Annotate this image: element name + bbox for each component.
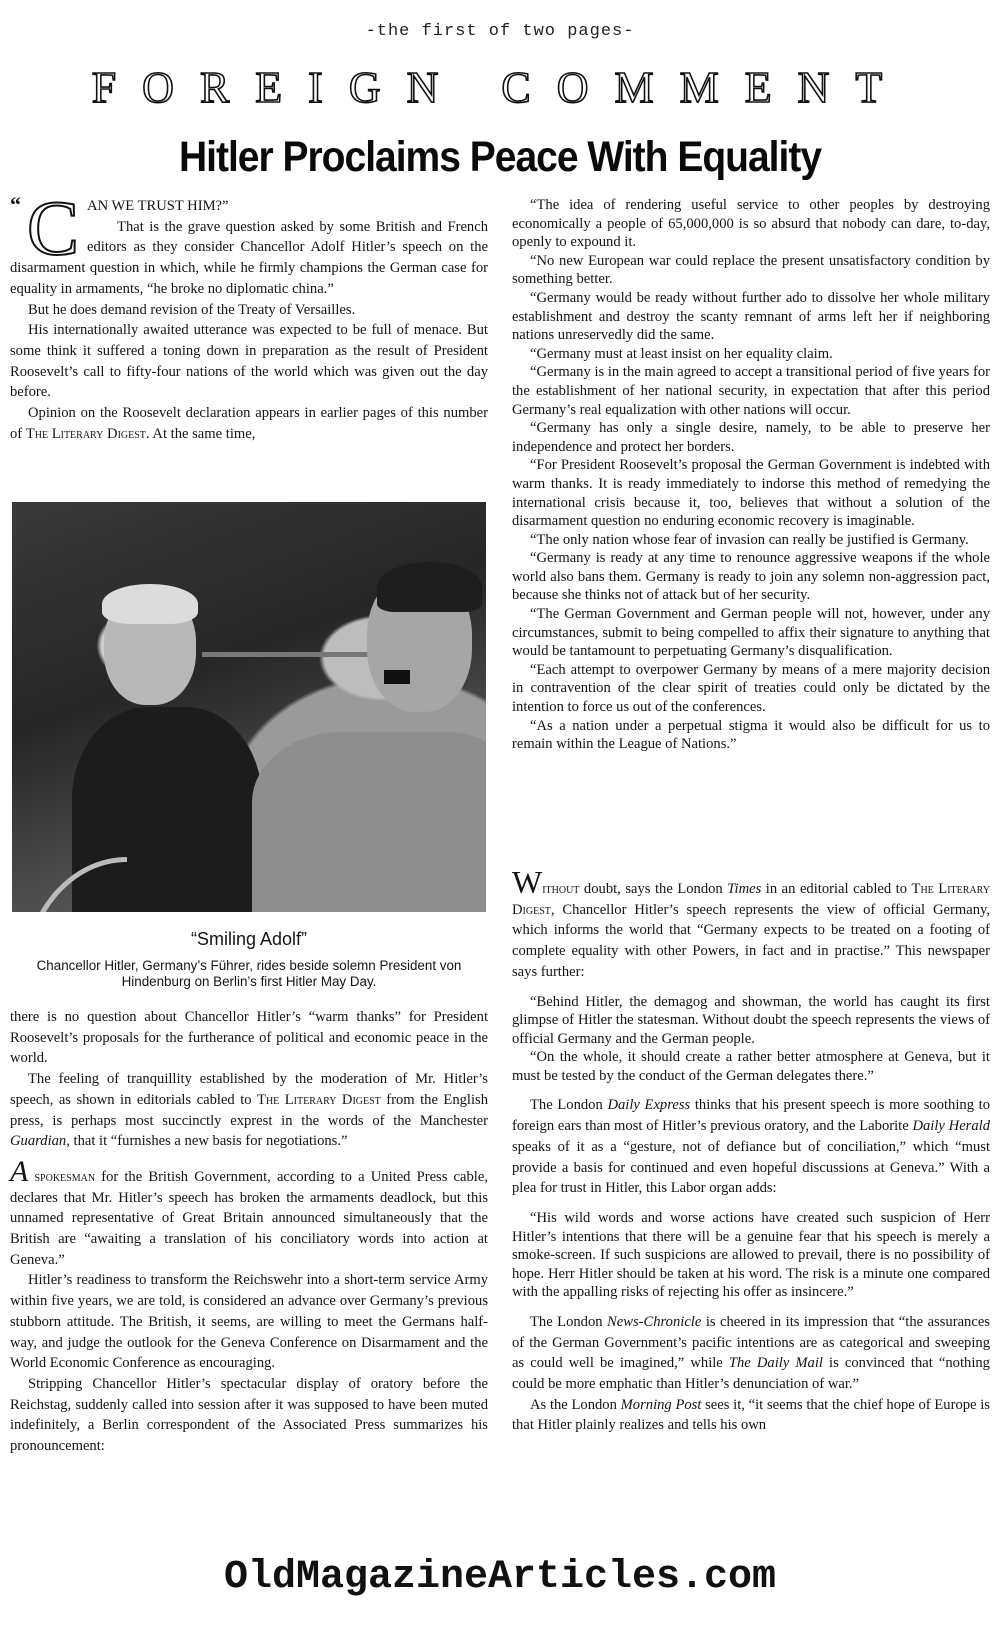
lead-caps: AN WE TRUST HIM?” [87,198,229,214]
publication-name: The Literary Digest [25,425,146,442]
hitler-mustache [384,670,410,684]
publication-name: Guardian [10,1133,67,1150]
section-title: FOREIGN COMMENT [91,63,909,112]
quote-paragraph: “As a nation under a perpetual stigma it would also be difficult for us to remain within the League of Nations.” [512,717,990,753]
quote-paragraph: “Germany must at least insist on her equality claim. [530,345,833,362]
text: for the British Government, according to a United Press cable, declares that Mr. Hitler’s speech has broken the armaments deadlock, but this unnamed representative of Great Britain announced simultaneously that the British are “awaiting a translation of his conciliatory words into action at Geneva.” [10,1168,488,1268]
paragraph: there is no question about Chancellor Hitler’s “warm thanks” for President Roosevelt’s proposals for the furtherance of political and economic peace in the world. [10,1009,488,1067]
paragraph [512,1395,990,1436]
lead-caps: spokesman [34,1168,96,1185]
text: , that it “furnishes a new basis for negotiations.” [66,1133,348,1150]
quote-paragraph: “Each attempt to overpower Germany by means of a mere majority decision in contravention of the clear spirit of treaties could only be dictated by the intention to force us out of the conferences. [512,661,990,716]
right-column-quotes [512,196,990,754]
quote-paragraph: “No new European war could replace the present unsatisfactory condition by something better. [512,252,990,288]
hitler-hair [377,562,482,612]
publication-name: The Daily Mail [728,1355,823,1372]
car-rail [202,652,372,657]
paragraph [10,403,488,444]
quote-paragraph: “The German Government and German people will not, however, under any circumstances, submit to being compelled to affix their signature to anything that would be tantamount to perpetuating Germany’s disqualification. [512,606,990,660]
hindenburg-hair [102,584,198,624]
quote-paragraph: “Behind Hitler, the demagog and showman, the world has caught its first glimpse of Hitler the statesman. Without doubt the speech represents the views of official Germany and the German people. [512,993,990,1047]
paragraph: His internationally awaited utterance was expected to be full of menace. But some think it suffered a toning down in preparation as the result of President Roosevelt’s call to fifty-four nations of the world which was given out the day before. [10,322,488,401]
drop-cap-a: A [10,1154,29,1188]
text: thinks that his present speech is more soothing to foreign ears than most of Hitler’s previous oratory, and the Laborite [512,1097,991,1135]
drop-cap-w: W [512,864,543,900]
paragraph [512,1312,990,1395]
quote-paragraph: “For President Roosevelt’s proposal the German Government is indebted with warm thanks. It is ready immediately to indorse this method of remedying the international crisis because it, too, believes that without a solution of the disarmament question no enduring economic recovery is imaginable. [512,457,990,530]
quote-paragraph: “On the whole, it should create a rather better atmosphere at Geneva, but it must be tested by the conduct of the German delegates there.” [512,1049,990,1084]
article-photo [12,502,486,912]
page-kicker: -the first of two pages- [365,22,635,41]
text: The London [530,1097,608,1114]
right-column-commentary [512,864,991,1436]
text: As the London [530,1396,621,1413]
paragraph: Stripping Chancellor Hitler’s spectacular display of oratory before the Reichstag, suddenly called into session after it was supposed to have been muted indefinitely, a Berlin correspondent of the Associated Press summarizes his pronouncement: [10,1375,488,1455]
quote-paragraph: “Germany would be ready without further ado to dissolve her whole military establishment and destroy the scanty remnant of arms left her if neighboring nations unreservedly did the same. [512,289,990,344]
text: in an editorial cabled to [761,881,912,897]
paragraph [10,1069,488,1152]
left-column-top [10,184,488,444]
paragraph: Hitler’s readiness to transform the Reichswehr into a short-term service Army within five years, we are told, is considered an advance over Germany’s previous stubborn attitude. The British, it seems, are willing to meet the Germans half-way, and judge the outlook for the Geneva Conference on Disarmament and the World Economic Conference as encouraging. [10,1272,488,1372]
text: sees it, “it seems that the chief hope of Europe is that Hitler plainly realizes and tells his own [512,1396,990,1434]
publication-name: Morning Post [620,1396,702,1413]
text: , Chancellor Hitler’s speech represents the view of official Germany, which informs the world that “Germany expects to be treated on a footing of complete equality with other Powers, in fact and in practise.” This newspaper says further: [512,901,990,980]
publication-name: Daily Express [607,1097,691,1114]
article-headline: Hitler Proclaims Peace With Equality [178,133,822,182]
text: is convinced that “nothing could be more emphatic than Hitler’s denunciation of war.” [512,1355,990,1393]
publication-name: The Literary Digest [257,1091,381,1108]
publication-name: The Literary Digest [512,881,990,918]
lead-paragraph [10,184,488,300]
paragraph: But he does demand revision of the Treaty of Versailles. [28,301,356,318]
text: . At the same time, [145,425,256,442]
hitler-figure [252,732,486,912]
left-column-bottom [10,1007,488,1457]
text: is cheered in its impression that “the assurances of the German Government’s pacific intentions are as categorical and sweeping as could well be imagined,” while [512,1313,990,1372]
quote-paragraph: “The only nation whose fear of invasion can really be justified is Germany. [530,531,969,548]
site-watermark: OldMagazineArticles.com [223,1555,777,1600]
paragraph [512,864,990,983]
photo-caption-text: Chancellor Hitler, Germany’s Führer, rides beside solemn President von Hindenburg on Berlin’s first Hitler May Day. [36,958,462,989]
quote-paragraph: “His wild words and worse actions have created such suspicion of Herr Hitler’s intentions that there will be a genuine fear that his speech is merely a smoke-screen. If such suspicions are allowed to prevail, there is no possibility of hope. Herr Hitler should be taken at his word. The risk is a minute one compared with the appalling risks of rejecting his offer as insincere.” [512,1210,990,1301]
text: doubt, says the London [579,881,728,897]
publication-name: Times [727,881,762,897]
publication-name: Daily Herald [912,1118,991,1135]
text: The London [530,1313,608,1330]
text: The feeling of tranquillity established by the moderation of Mr. Hitler’s speech, as shown in editorials cabled to [10,1071,488,1108]
paragraph [512,1095,990,1199]
photo-caption-title: “Smiling Adolf” [190,929,308,949]
publication-name: News-Chronicle [607,1313,702,1330]
quote-paragraph: “Germany is in the main agreed to accept a transitional period of five years for the establishment of her national security, in expectation that after this period Germany’s real equalization with other nations will occur. [512,364,990,418]
lead-text: That is the grave question asked by some British and French editors as they consider Chancellor Adolf Hitler’s speech on the disarmament question in which, while he firmly champions the German case for equality in armaments, “he broke no diplomatic china.” [10,218,488,297]
paragraph [10,1154,488,1271]
text: speaks of it as a “gesture, not of defiance but of conciliation,” which “must provide a basis for continued and even hopeful discussions at Geneva.” With a plea for trust in Hitler, this Labor organ adds: [512,1138,990,1197]
open-quote-mark: “ [10,192,21,217]
quote-paragraph: “Germany has only a single desire, namely, to be able to preserve her independence and protect her borders. [512,420,990,455]
lead-caps: ithout [542,881,580,897]
drop-cap-c: C [27,184,80,271]
text: Opinion on the Roosevelt declaration appears in earlier pages of this number of [10,405,488,442]
quote-paragraph: “The idea of rendering useful service to other peoples by destroying economically a people of 65,000,000 is so absurd that nobody can dare, to-day, openly to expound it. [512,197,990,251]
quote-paragraph: “Germany is ready at any time to renounce aggressive weapons if the whole world also bans them. Germany is ready to join any solemn non-aggression pact, because she thinks not of attack but of her security. [512,550,990,604]
text: from the English press, is perhaps most succinctly exprest in the words of the Manchester [10,1091,489,1129]
